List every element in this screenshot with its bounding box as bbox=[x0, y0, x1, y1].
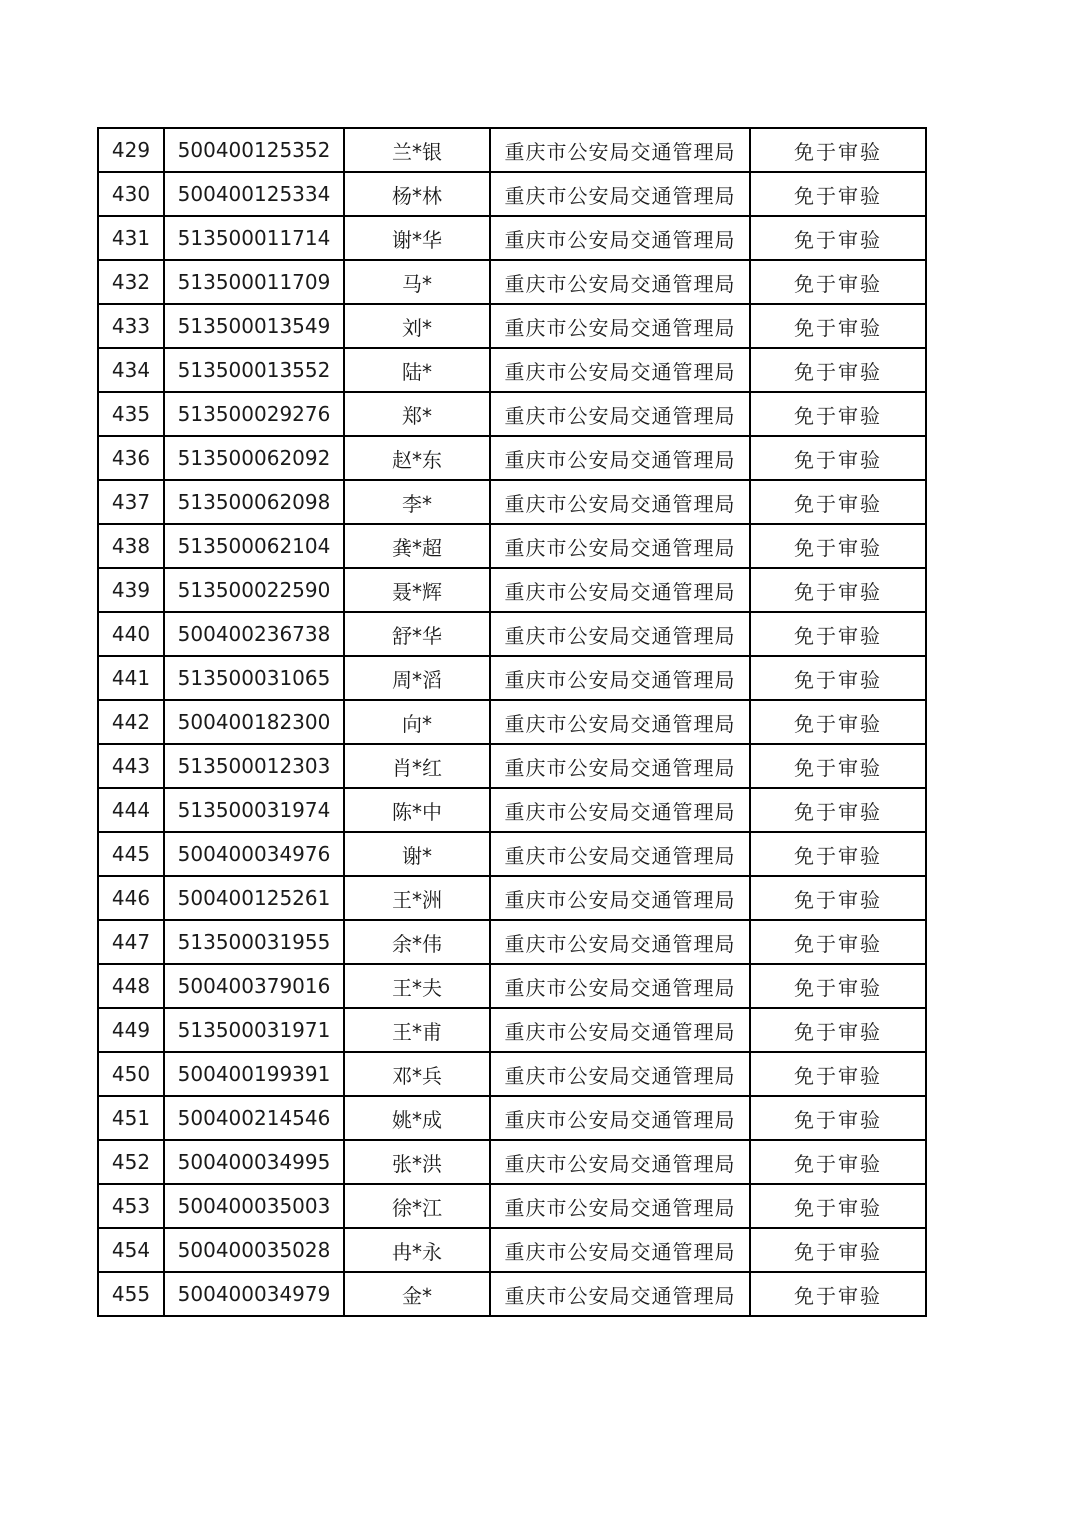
table-row bbox=[98, 700, 926, 744]
license-id-cell: 500400125352 bbox=[164, 128, 344, 172]
record-number-cell: 429 bbox=[98, 128, 164, 172]
holder-name-cell: 徐*江 bbox=[344, 1184, 490, 1228]
review-result-cell: 免于审验 bbox=[750, 1008, 926, 1052]
issuing-authority-cell: 重庆市公安局交通管理局 bbox=[490, 128, 750, 172]
issuing-authority-cell: 重庆市公安局交通管理局 bbox=[490, 1008, 750, 1052]
table-row bbox=[98, 656, 926, 700]
review-result-cell: 免于审验 bbox=[750, 876, 926, 920]
issuing-authority-cell: 重庆市公安局交通管理局 bbox=[490, 700, 750, 744]
record-number-cell: 445 bbox=[98, 832, 164, 876]
holder-name-cell: 杨*林 bbox=[344, 172, 490, 216]
issuing-authority-cell: 重庆市公安局交通管理局 bbox=[490, 216, 750, 260]
license-id-cell: 500400035028 bbox=[164, 1228, 344, 1272]
table-row bbox=[98, 128, 926, 172]
record-number-cell: 455 bbox=[98, 1272, 164, 1316]
table-row bbox=[98, 612, 926, 656]
license-id-cell: 500400182300 bbox=[164, 700, 344, 744]
table-row bbox=[98, 524, 926, 568]
holder-name-cell: 刘* bbox=[344, 304, 490, 348]
record-number-cell: 453 bbox=[98, 1184, 164, 1228]
record-number-cell: 454 bbox=[98, 1228, 164, 1272]
issuing-authority-cell: 重庆市公安局交通管理局 bbox=[490, 392, 750, 436]
license-id-cell: 500400034995 bbox=[164, 1140, 344, 1184]
records-table bbox=[97, 127, 927, 1317]
issuing-authority-cell: 重庆市公安局交通管理局 bbox=[490, 612, 750, 656]
issuing-authority-cell: 重庆市公安局交通管理局 bbox=[490, 524, 750, 568]
license-id-cell: 513500062104 bbox=[164, 524, 344, 568]
record-number-cell: 444 bbox=[98, 788, 164, 832]
license-id-cell: 500400034976 bbox=[164, 832, 344, 876]
table-row bbox=[98, 964, 926, 1008]
holder-name-cell: 张*洪 bbox=[344, 1140, 490, 1184]
issuing-authority-cell: 重庆市公安局交通管理局 bbox=[490, 1228, 750, 1272]
review-result-cell: 免于审验 bbox=[750, 128, 926, 172]
issuing-authority-cell: 重庆市公安局交通管理局 bbox=[490, 1184, 750, 1228]
table-row bbox=[98, 1140, 926, 1184]
issuing-authority-cell: 重庆市公安局交通管理局 bbox=[490, 920, 750, 964]
holder-name-cell: 王*洲 bbox=[344, 876, 490, 920]
license-id-cell: 513500013552 bbox=[164, 348, 344, 392]
holder-name-cell: 舒*华 bbox=[344, 612, 490, 656]
issuing-authority-cell: 重庆市公安局交通管理局 bbox=[490, 480, 750, 524]
issuing-authority-cell: 重庆市公安局交通管理局 bbox=[490, 348, 750, 392]
issuing-authority-cell: 重庆市公安局交通管理局 bbox=[490, 876, 750, 920]
review-result-cell: 免于审验 bbox=[750, 524, 926, 568]
review-result-cell: 免于审验 bbox=[750, 920, 926, 964]
review-result-cell: 免于审验 bbox=[750, 1140, 926, 1184]
review-result-cell: 免于审验 bbox=[750, 216, 926, 260]
record-number-cell: 432 bbox=[98, 260, 164, 304]
holder-name-cell: 冉*永 bbox=[344, 1228, 490, 1272]
table-row bbox=[98, 348, 926, 392]
table-row bbox=[98, 1096, 926, 1140]
holder-name-cell: 马* bbox=[344, 260, 490, 304]
table-row bbox=[98, 1008, 926, 1052]
review-result-cell: 免于审验 bbox=[750, 1228, 926, 1272]
table-row bbox=[98, 304, 926, 348]
license-id-cell: 513500031974 bbox=[164, 788, 344, 832]
issuing-authority-cell: 重庆市公安局交通管理局 bbox=[490, 1272, 750, 1316]
holder-name-cell: 王*夫 bbox=[344, 964, 490, 1008]
review-result-cell: 免于审验 bbox=[750, 788, 926, 832]
table-row bbox=[98, 216, 926, 260]
issuing-authority-cell: 重庆市公安局交通管理局 bbox=[490, 788, 750, 832]
record-number-cell: 435 bbox=[98, 392, 164, 436]
review-result-cell: 免于审验 bbox=[750, 436, 926, 480]
issuing-authority-cell: 重庆市公安局交通管理局 bbox=[490, 744, 750, 788]
holder-name-cell: 聂*辉 bbox=[344, 568, 490, 612]
table-row bbox=[98, 1228, 926, 1272]
record-number-cell: 441 bbox=[98, 656, 164, 700]
review-result-cell: 免于审验 bbox=[750, 744, 926, 788]
holder-name-cell: 向* bbox=[344, 700, 490, 744]
review-result-cell: 免于审验 bbox=[750, 700, 926, 744]
table-row bbox=[98, 568, 926, 612]
holder-name-cell: 赵*东 bbox=[344, 436, 490, 480]
holder-name-cell: 陈*中 bbox=[344, 788, 490, 832]
license-id-cell: 513500062098 bbox=[164, 480, 344, 524]
issuing-authority-cell: 重庆市公安局交通管理局 bbox=[490, 568, 750, 612]
review-result-cell: 免于审验 bbox=[750, 612, 926, 656]
holder-name-cell: 余*伟 bbox=[344, 920, 490, 964]
record-number-cell: 447 bbox=[98, 920, 164, 964]
holder-name-cell: 兰*银 bbox=[344, 128, 490, 172]
license-id-cell: 500400199391 bbox=[164, 1052, 344, 1096]
license-id-cell: 513500031065 bbox=[164, 656, 344, 700]
record-number-cell: 451 bbox=[98, 1096, 164, 1140]
record-number-cell: 448 bbox=[98, 964, 164, 1008]
record-number-cell: 434 bbox=[98, 348, 164, 392]
holder-name-cell: 金* bbox=[344, 1272, 490, 1316]
license-id-cell: 513500062092 bbox=[164, 436, 344, 480]
review-result-cell: 免于审验 bbox=[750, 656, 926, 700]
issuing-authority-cell: 重庆市公安局交通管理局 bbox=[490, 172, 750, 216]
review-result-cell: 免于审验 bbox=[750, 392, 926, 436]
issuing-authority-cell: 重庆市公安局交通管理局 bbox=[490, 1096, 750, 1140]
table-row bbox=[98, 260, 926, 304]
table-row bbox=[98, 920, 926, 964]
issuing-authority-cell: 重庆市公安局交通管理局 bbox=[490, 1140, 750, 1184]
review-result-cell: 免于审验 bbox=[750, 1096, 926, 1140]
record-number-cell: 446 bbox=[98, 876, 164, 920]
record-number-cell: 431 bbox=[98, 216, 164, 260]
record-number-cell: 430 bbox=[98, 172, 164, 216]
record-number-cell: 449 bbox=[98, 1008, 164, 1052]
table-row bbox=[98, 1052, 926, 1096]
holder-name-cell: 王*甫 bbox=[344, 1008, 490, 1052]
record-number-cell: 450 bbox=[98, 1052, 164, 1096]
holder-name-cell: 邓*兵 bbox=[344, 1052, 490, 1096]
license-id-cell: 513500031971 bbox=[164, 1008, 344, 1052]
review-result-cell: 免于审验 bbox=[750, 832, 926, 876]
license-id-cell: 513500013549 bbox=[164, 304, 344, 348]
record-number-cell: 437 bbox=[98, 480, 164, 524]
holder-name-cell: 肖*红 bbox=[344, 744, 490, 788]
holder-name-cell: 姚*成 bbox=[344, 1096, 490, 1140]
holder-name-cell: 李* bbox=[344, 480, 490, 524]
review-result-cell: 免于审验 bbox=[750, 304, 926, 348]
issuing-authority-cell: 重庆市公安局交通管理局 bbox=[490, 304, 750, 348]
issuing-authority-cell: 重庆市公安局交通管理局 bbox=[490, 436, 750, 480]
review-result-cell: 免于审验 bbox=[750, 568, 926, 612]
table-row bbox=[98, 744, 926, 788]
issuing-authority-cell: 重庆市公安局交通管理局 bbox=[490, 964, 750, 1008]
record-number-cell: 438 bbox=[98, 524, 164, 568]
issuing-authority-cell: 重庆市公安局交通管理局 bbox=[490, 260, 750, 304]
issuing-authority-cell: 重庆市公安局交通管理局 bbox=[490, 832, 750, 876]
table-row bbox=[98, 436, 926, 480]
license-id-cell: 513500012303 bbox=[164, 744, 344, 788]
record-number-cell: 440 bbox=[98, 612, 164, 656]
license-id-cell: 513500031955 bbox=[164, 920, 344, 964]
holder-name-cell: 谢* bbox=[344, 832, 490, 876]
record-number-cell: 433 bbox=[98, 304, 164, 348]
issuing-authority-cell: 重庆市公安局交通管理局 bbox=[490, 656, 750, 700]
review-result-cell: 免于审验 bbox=[750, 172, 926, 216]
license-id-cell: 513500022590 bbox=[164, 568, 344, 612]
record-number-cell: 452 bbox=[98, 1140, 164, 1184]
table-row bbox=[98, 1184, 926, 1228]
review-result-cell: 免于审验 bbox=[750, 348, 926, 392]
review-result-cell: 免于审验 bbox=[750, 1052, 926, 1096]
license-id-cell: 513500011714 bbox=[164, 216, 344, 260]
review-result-cell: 免于审验 bbox=[750, 1272, 926, 1316]
review-result-cell: 免于审验 bbox=[750, 480, 926, 524]
table-row bbox=[98, 392, 926, 436]
table-row bbox=[98, 788, 926, 832]
table-row bbox=[98, 172, 926, 216]
license-id-cell: 500400379016 bbox=[164, 964, 344, 1008]
review-result-cell: 免于审验 bbox=[750, 1184, 926, 1228]
holder-name-cell: 郑* bbox=[344, 392, 490, 436]
issuing-authority-cell: 重庆市公安局交通管理局 bbox=[490, 1052, 750, 1096]
table-row bbox=[98, 832, 926, 876]
table-row bbox=[98, 876, 926, 920]
holder-name-cell: 陆* bbox=[344, 348, 490, 392]
license-id-cell: 500400034979 bbox=[164, 1272, 344, 1316]
table-row bbox=[98, 1272, 926, 1316]
record-number-cell: 439 bbox=[98, 568, 164, 612]
license-id-cell: 513500029276 bbox=[164, 392, 344, 436]
table-row bbox=[98, 480, 926, 524]
holder-name-cell: 龚*超 bbox=[344, 524, 490, 568]
record-number-cell: 436 bbox=[98, 436, 164, 480]
holder-name-cell: 周*滔 bbox=[344, 656, 490, 700]
license-id-cell: 500400125261 bbox=[164, 876, 344, 920]
review-result-cell: 免于审验 bbox=[750, 964, 926, 1008]
holder-name-cell: 谢*华 bbox=[344, 216, 490, 260]
record-number-cell: 443 bbox=[98, 744, 164, 788]
license-id-cell: 500400125334 bbox=[164, 172, 344, 216]
license-id-cell: 513500011709 bbox=[164, 260, 344, 304]
license-id-cell: 500400035003 bbox=[164, 1184, 344, 1228]
record-number-cell: 442 bbox=[98, 700, 164, 744]
review-result-cell: 免于审验 bbox=[750, 260, 926, 304]
records-table-body bbox=[98, 128, 926, 1316]
license-id-cell: 500400236738 bbox=[164, 612, 344, 656]
license-id-cell: 500400214546 bbox=[164, 1096, 344, 1140]
